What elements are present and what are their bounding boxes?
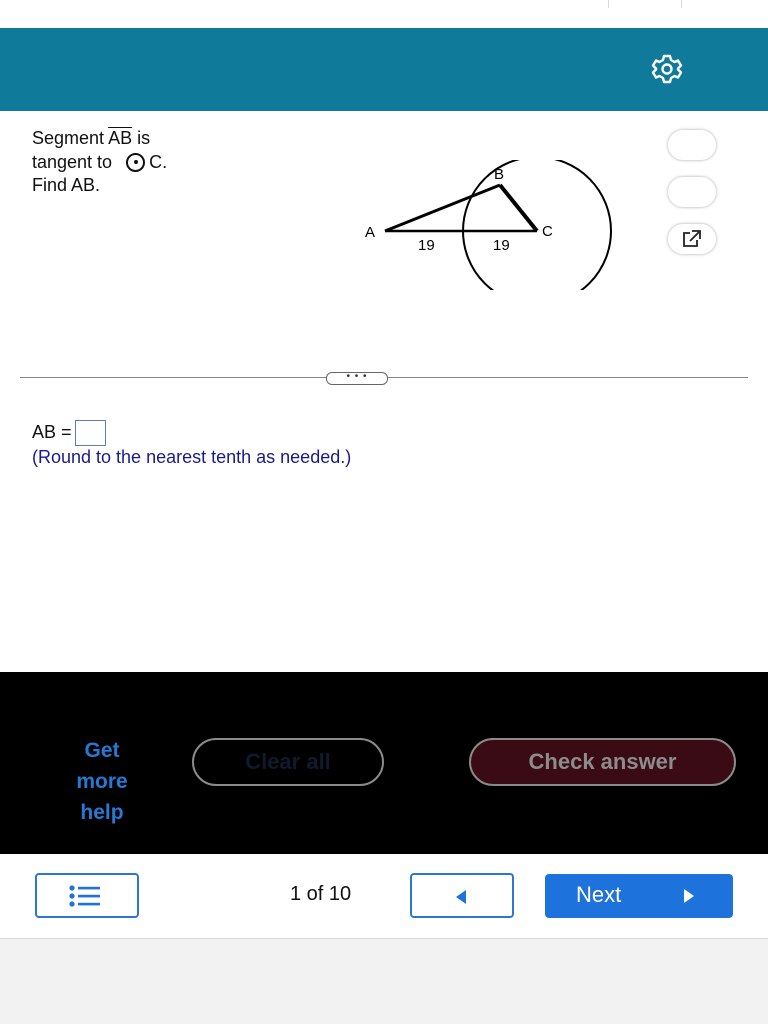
get-more-help-link[interactable] [57,735,147,828]
question-line-3: Find AB. [32,175,101,195]
answer-row [32,420,106,446]
next-label: Next [576,882,622,907]
triangle-right-icon [682,888,696,904]
segment-ab [385,185,500,231]
list-icon [68,885,106,907]
external-link-icon [681,229,703,249]
label-a: A [365,224,376,241]
question-list-button[interactable] [35,873,139,918]
gear-icon[interactable] [648,52,686,86]
resize-handle[interactable]: • • • [326,372,388,385]
question-prefix: Segment [32,128,109,148]
geometry-diagram [355,160,625,290]
answer-hint: (Round to the nearest tenth as needed.) [32,447,352,467]
answer-label: AB = [32,421,72,442]
next-button[interactable] [545,874,733,918]
question-suffix: is [132,128,151,148]
clear-all-button[interactable]: Clear all [192,738,384,786]
strip-divider [681,0,682,8]
circle-c [463,160,611,290]
question-progress: 1 of 10 [290,883,352,905]
label-c: C [542,223,553,240]
previous-button[interactable] [410,873,514,918]
question-text [32,127,167,198]
page-footer [0,939,768,1024]
segment-name: $\overline{AB}$ [108,128,133,148]
help-line: help [80,801,124,824]
help-line: Get [84,739,120,762]
popout-button[interactable] [668,224,716,254]
triangle-left-icon [454,889,468,905]
help-line: more [76,770,128,793]
strip-divider [608,0,609,8]
length-label-left: 19 [418,237,435,254]
question-line-2 [32,151,167,175]
answer-input[interactable] [75,420,106,446]
question-line-1 [32,127,167,151]
circle-dot-icon [126,153,145,172]
tangent-text: tangent to [32,151,113,172]
tool-button[interactable] [668,177,716,207]
label-b: B [494,166,505,183]
circle-name: C. [149,151,168,172]
length-label-right: 19 [493,237,510,254]
tool-button[interactable] [668,130,716,160]
check-answer-button[interactable]: Check answer [469,738,736,786]
segment-bc [500,185,537,231]
top-strip [0,0,768,29]
